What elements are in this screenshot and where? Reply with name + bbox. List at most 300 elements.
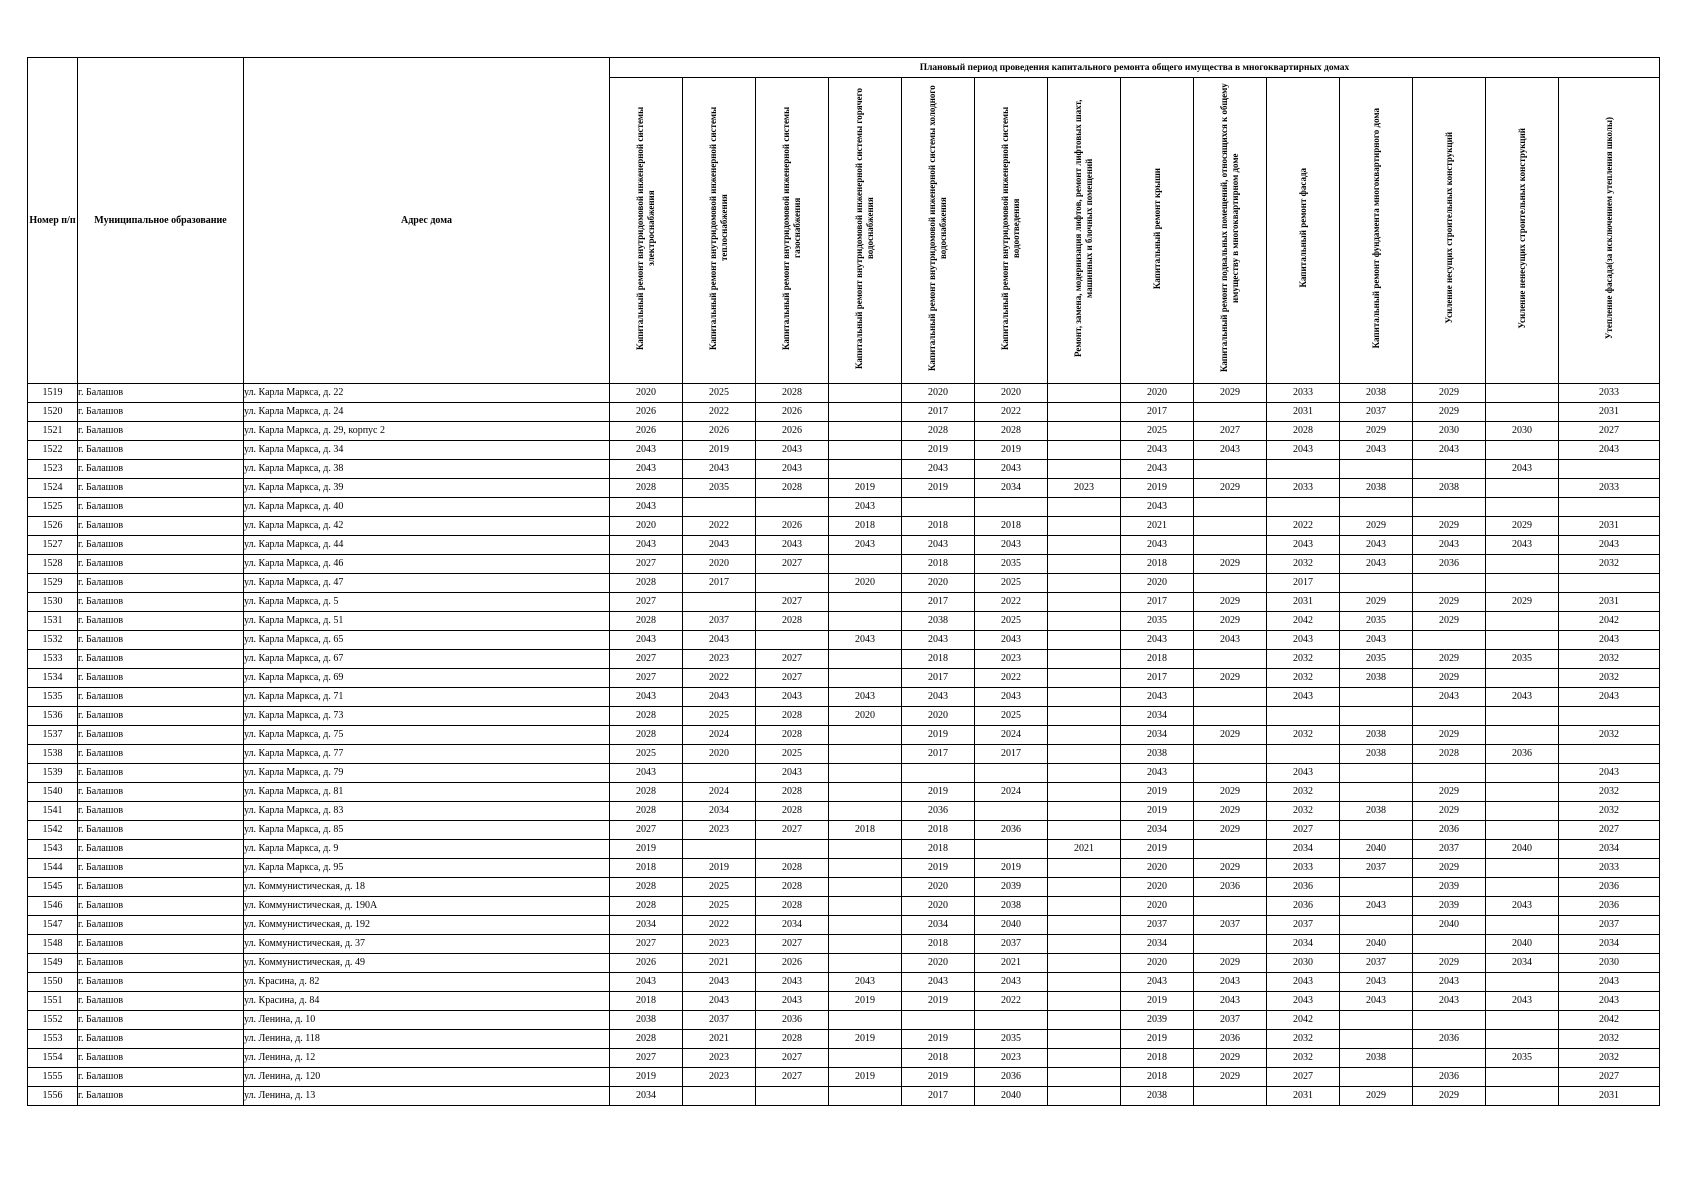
row-number: 1555 (28, 1068, 78, 1087)
row-year-cell: 2026 (756, 517, 829, 536)
row-year-cell: 2043 (1340, 992, 1413, 1011)
row-year-cell: 2029 (1486, 517, 1559, 536)
row-year-cell (1486, 1030, 1559, 1049)
row-year-cell: 2020 (902, 574, 975, 593)
row-year-cell: 2032 (1267, 669, 1340, 688)
row-year-cell: 2035 (975, 1030, 1048, 1049)
row-year-cell: 2036 (1194, 878, 1267, 897)
row-year-cell (829, 1049, 902, 1068)
header-work-type (1121, 78, 1194, 384)
row-year-cell (1048, 1011, 1121, 1030)
row-year-cell: 2029 (1486, 593, 1559, 612)
row-address: ул. Карла Маркса, д. 24 (244, 403, 610, 422)
row-municipality: г. Балашов (78, 574, 244, 593)
row-year-cell (975, 764, 1048, 783)
row-year-cell: 2043 (683, 631, 756, 650)
row-year-cell: 2022 (1267, 517, 1340, 536)
row-year-cell: 2043 (610, 460, 683, 479)
row-year-cell: 2028 (610, 878, 683, 897)
row-number: 1522 (28, 441, 78, 460)
row-address: ул. Карла Маркса, д. 67 (244, 650, 610, 669)
row-year-cell: 2029 (1194, 954, 1267, 973)
row-year-cell: 2035 (1486, 650, 1559, 669)
row-year-cell (1413, 1049, 1486, 1068)
row-municipality: г. Балашов (78, 517, 244, 536)
row-year-cell (1194, 403, 1267, 422)
row-year-cell: 2035 (683, 479, 756, 498)
row-year-cell: 2034 (1267, 935, 1340, 954)
row-year-cell (829, 1011, 902, 1030)
row-number: 1524 (28, 479, 78, 498)
row-year-cell: 2031 (1559, 1087, 1660, 1106)
row-year-cell: 2027 (1559, 1068, 1660, 1087)
row-year-cell (829, 1087, 902, 1106)
row-year-cell (1267, 498, 1340, 517)
row-year-cell (1194, 498, 1267, 517)
row-number: 1523 (28, 460, 78, 479)
row-address: ул. Карла Маркса, д. 95 (244, 859, 610, 878)
row-year-cell (829, 384, 902, 403)
table-row (28, 783, 1660, 802)
row-year-cell: 2028 (610, 897, 683, 916)
table-header (28, 58, 1660, 384)
row-number: 1528 (28, 555, 78, 574)
row-year-cell: 2029 (1340, 1087, 1413, 1106)
row-year-cell: 2022 (683, 916, 756, 935)
row-address: ул. Карла Маркса, д. 75 (244, 726, 610, 745)
row-year-cell (829, 650, 902, 669)
header-work-type-label: Капитальный ремонт внутридомовой инженерной системы газоснабжения (781, 106, 802, 350)
row-year-cell: 2031 (1559, 517, 1660, 536)
row-year-cell: 2018 (1121, 1049, 1194, 1068)
row-address: ул. Коммунистическая, д. 18 (244, 878, 610, 897)
row-year-cell: 2034 (902, 916, 975, 935)
row-year-cell (1194, 935, 1267, 954)
row-year-cell: 2043 (756, 973, 829, 992)
row-year-cell: 2034 (1121, 935, 1194, 954)
row-municipality: г. Балашов (78, 745, 244, 764)
row-municipality: г. Балашов (78, 1068, 244, 1087)
row-year-cell: 2043 (1486, 688, 1559, 707)
row-address: ул. Ленина, д. 118 (244, 1030, 610, 1049)
row-year-cell: 2027 (1559, 422, 1660, 441)
row-year-cell: 2037 (975, 935, 1048, 954)
row-year-cell (1048, 878, 1121, 897)
row-number: 1552 (28, 1011, 78, 1030)
row-year-cell: 2032 (1267, 1049, 1340, 1068)
row-year-cell: 2027 (610, 669, 683, 688)
row-year-cell (683, 498, 756, 517)
row-year-cell: 2040 (1340, 840, 1413, 859)
row-year-cell (829, 593, 902, 612)
row-year-cell: 2043 (1559, 992, 1660, 1011)
row-year-cell (1048, 555, 1121, 574)
row-year-cell (1048, 460, 1121, 479)
header-work-type-label: Капитальный ремонт внутридомовой инженерной системы водоотведения (1000, 106, 1021, 350)
row-year-cell (1048, 1049, 1121, 1068)
row-year-cell: 2032 (1559, 669, 1660, 688)
row-year-cell (1048, 783, 1121, 802)
row-year-cell (1194, 745, 1267, 764)
row-year-cell (1048, 859, 1121, 878)
row-year-cell (1267, 707, 1340, 726)
row-year-cell: 2018 (610, 992, 683, 1011)
row-year-cell: 2028 (756, 479, 829, 498)
row-year-cell (1194, 1087, 1267, 1106)
row-year-cell: 2043 (683, 973, 756, 992)
row-year-cell: 2034 (1559, 840, 1660, 859)
row-year-cell: 2029 (1413, 403, 1486, 422)
row-year-cell: 2043 (610, 536, 683, 555)
row-municipality: г. Балашов (78, 1087, 244, 1106)
header-work-type-label: Ремонт, замена, модернизация лифтов, ремонт лифтовых шахт, машинных и блочных помещений (1073, 99, 1094, 357)
row-year-cell: 2019 (902, 1068, 975, 1087)
row-year-cell: 2019 (975, 859, 1048, 878)
header-work-type (975, 78, 1048, 384)
row-year-cell: 2020 (1121, 574, 1194, 593)
header-work-type (1267, 78, 1340, 384)
header-work-type (756, 78, 829, 384)
row-year-cell: 2037 (683, 1011, 756, 1030)
row-year-cell: 2033 (1267, 859, 1340, 878)
table-row (28, 479, 1660, 498)
row-address: ул. Карла Маркса, д. 39 (244, 479, 610, 498)
header-work-type (829, 78, 902, 384)
row-year-cell: 2038 (1121, 745, 1194, 764)
row-year-cell: 2043 (1340, 536, 1413, 555)
row-year-cell (1486, 384, 1559, 403)
row-year-cell: 2036 (1559, 878, 1660, 897)
header-work-type-label: Капитальный ремонт внутридомовой инженерной системы холодного водоснабжения (927, 85, 948, 372)
row-year-cell: 2036 (975, 821, 1048, 840)
row-year-cell: 2043 (1121, 764, 1194, 783)
row-year-cell: 2034 (1559, 935, 1660, 954)
header-work-type (683, 78, 756, 384)
row-address: ул. Карла Маркса, д. 81 (244, 783, 610, 802)
row-year-cell (829, 802, 902, 821)
row-year-cell: 2018 (902, 650, 975, 669)
row-year-cell (1194, 460, 1267, 479)
row-year-cell: 2028 (756, 707, 829, 726)
row-year-cell: 2032 (1559, 802, 1660, 821)
row-year-cell: 2043 (1267, 536, 1340, 555)
row-year-cell: 2029 (1194, 1068, 1267, 1087)
table-row (28, 555, 1660, 574)
row-year-cell: 2028 (610, 612, 683, 631)
table-row (28, 650, 1660, 669)
row-year-cell: 2027 (756, 669, 829, 688)
row-year-cell: 2043 (1486, 897, 1559, 916)
row-year-cell: 2017 (1121, 669, 1194, 688)
header-work-type (1194, 78, 1267, 384)
row-address: ул. Ленина, д. 10 (244, 1011, 610, 1030)
header-municipality: Муниципальное образование (78, 58, 244, 384)
row-year-cell: 2025 (975, 612, 1048, 631)
row-year-cell: 2032 (1559, 650, 1660, 669)
row-year-cell: 2020 (902, 897, 975, 916)
row-number: 1546 (28, 897, 78, 916)
row-year-cell: 2027 (756, 1049, 829, 1068)
row-year-cell (1486, 859, 1559, 878)
row-year-cell: 2019 (829, 1030, 902, 1049)
row-year-cell (902, 764, 975, 783)
row-year-cell (1048, 631, 1121, 650)
row-year-cell: 2034 (1121, 726, 1194, 745)
row-year-cell: 2036 (1486, 745, 1559, 764)
row-municipality: г. Балашов (78, 916, 244, 935)
row-number: 1549 (28, 954, 78, 973)
table-row (28, 593, 1660, 612)
row-address: ул. Красина, д. 84 (244, 992, 610, 1011)
row-municipality: г. Балашов (78, 384, 244, 403)
row-year-cell: 2020 (1121, 878, 1194, 897)
row-address: ул. Карла Маркса, д. 47 (244, 574, 610, 593)
row-year-cell: 2043 (829, 688, 902, 707)
row-year-cell: 2037 (1194, 1011, 1267, 1030)
row-year-cell: 2043 (610, 631, 683, 650)
row-year-cell (829, 612, 902, 631)
row-year-cell: 2043 (902, 973, 975, 992)
row-year-cell (1559, 574, 1660, 593)
row-year-cell: 2028 (1413, 745, 1486, 764)
row-year-cell: 2043 (1413, 992, 1486, 1011)
header-work-type (902, 78, 975, 384)
row-year-cell: 2023 (683, 650, 756, 669)
row-year-cell: 2021 (683, 954, 756, 973)
row-year-cell: 2017 (902, 669, 975, 688)
row-year-cell: 2043 (829, 631, 902, 650)
row-year-cell (1194, 688, 1267, 707)
row-year-cell: 2043 (1121, 631, 1194, 650)
row-year-cell: 2037 (1121, 916, 1194, 935)
row-year-cell: 2043 (1121, 441, 1194, 460)
row-year-cell (1048, 992, 1121, 1011)
row-year-cell: 2043 (1340, 555, 1413, 574)
row-year-cell: 2035 (1121, 612, 1194, 631)
row-year-cell: 2029 (1194, 726, 1267, 745)
row-year-cell: 2038 (1340, 384, 1413, 403)
row-municipality: г. Балашов (78, 897, 244, 916)
row-year-cell (829, 460, 902, 479)
row-year-cell (1486, 498, 1559, 517)
row-year-cell: 2019 (902, 783, 975, 802)
row-municipality: г. Балашов (78, 783, 244, 802)
table-row (28, 992, 1660, 1011)
row-year-cell: 2038 (1340, 1049, 1413, 1068)
repair-schedule-table (27, 57, 1660, 1106)
row-year-cell (1340, 460, 1413, 479)
row-year-cell: 2037 (1559, 916, 1660, 935)
row-number: 1527 (28, 536, 78, 555)
row-address: ул. Карла Маркса, д. 69 (244, 669, 610, 688)
row-year-cell: 2032 (1267, 802, 1340, 821)
row-year-cell: 2026 (610, 403, 683, 422)
row-year-cell: 2022 (975, 992, 1048, 1011)
row-year-cell: 2043 (610, 498, 683, 517)
row-municipality: г. Балашов (78, 764, 244, 783)
table-row (28, 498, 1660, 517)
row-year-cell (1559, 707, 1660, 726)
table-row (28, 612, 1660, 631)
row-year-cell (1194, 517, 1267, 536)
row-year-cell: 2043 (975, 688, 1048, 707)
row-year-cell: 2028 (756, 783, 829, 802)
row-year-cell: 2017 (1267, 574, 1340, 593)
row-year-cell: 2043 (902, 631, 975, 650)
row-year-cell: 2043 (1559, 688, 1660, 707)
row-year-cell: 2025 (1121, 422, 1194, 441)
row-year-cell (1340, 878, 1413, 897)
row-year-cell: 2020 (610, 384, 683, 403)
row-year-cell: 2037 (1194, 916, 1267, 935)
row-year-cell (1194, 707, 1267, 726)
row-year-cell (1486, 1087, 1559, 1106)
row-year-cell: 2020 (683, 555, 756, 574)
row-year-cell (1340, 688, 1413, 707)
header-group-title: Плановый период проведения капитального ремонта общего имущества в многоквартирных домах (610, 58, 1660, 78)
row-year-cell: 2043 (902, 460, 975, 479)
row-year-cell (1559, 498, 1660, 517)
row-municipality: г. Балашов (78, 441, 244, 460)
row-year-cell (829, 745, 902, 764)
row-year-cell: 2043 (1194, 992, 1267, 1011)
row-year-cell: 2018 (902, 555, 975, 574)
row-year-cell: 2029 (1194, 1049, 1267, 1068)
row-year-cell: 2023 (975, 1049, 1048, 1068)
row-year-cell: 2020 (610, 517, 683, 536)
row-address: ул. Коммунистическая, д. 192 (244, 916, 610, 935)
row-year-cell: 2020 (829, 707, 902, 726)
row-number: 1520 (28, 403, 78, 422)
row-year-cell (1340, 1011, 1413, 1030)
row-number: 1543 (28, 840, 78, 859)
row-year-cell: 2039 (1413, 897, 1486, 916)
row-year-cell: 2038 (1413, 479, 1486, 498)
row-year-cell: 2023 (683, 1049, 756, 1068)
row-year-cell: 2036 (1559, 897, 1660, 916)
row-year-cell: 2029 (1413, 726, 1486, 745)
header-work-type-label: Капитальный ремонт крыши (1151, 167, 1162, 289)
row-municipality: г. Балашов (78, 555, 244, 574)
row-address: ул. Карла Маркса, д. 51 (244, 612, 610, 631)
row-year-cell (1048, 669, 1121, 688)
table-row (28, 1087, 1660, 1106)
row-year-cell (1486, 574, 1559, 593)
row-year-cell: 2019 (902, 479, 975, 498)
row-year-cell: 2019 (829, 992, 902, 1011)
row-municipality: г. Балашов (78, 954, 244, 973)
row-year-cell: 2043 (1413, 688, 1486, 707)
row-address: ул. Карла Маркса, д. 73 (244, 707, 610, 726)
header-work-type-label: Капитальный ремонт внутридомовой инженерной системы теплоснабжения (708, 106, 729, 350)
row-year-cell: 2027 (610, 593, 683, 612)
table-row (28, 384, 1660, 403)
row-number: 1536 (28, 707, 78, 726)
row-year-cell: 2026 (610, 954, 683, 973)
row-year-cell: 2022 (683, 669, 756, 688)
row-year-cell: 2031 (1559, 593, 1660, 612)
row-year-cell (756, 840, 829, 859)
row-year-cell: 2017 (683, 574, 756, 593)
table-row (28, 821, 1660, 840)
row-year-cell (1486, 821, 1559, 840)
row-year-cell: 2043 (1559, 764, 1660, 783)
row-year-cell: 2043 (1559, 631, 1660, 650)
row-municipality: г. Балашов (78, 1011, 244, 1030)
row-year-cell: 2031 (1267, 1087, 1340, 1106)
table-row (28, 1068, 1660, 1087)
row-year-cell: 2043 (610, 688, 683, 707)
row-year-cell: 2040 (975, 916, 1048, 935)
header-work-type (1340, 78, 1413, 384)
row-year-cell (1048, 821, 1121, 840)
row-year-cell (683, 1087, 756, 1106)
row-year-cell: 2028 (975, 422, 1048, 441)
row-year-cell: 2019 (1121, 479, 1194, 498)
row-year-cell: 2033 (1267, 479, 1340, 498)
row-year-cell: 2043 (1486, 992, 1559, 1011)
row-year-cell: 2019 (1121, 802, 1194, 821)
row-year-cell (1413, 574, 1486, 593)
row-year-cell: 2021 (1048, 840, 1121, 859)
row-year-cell (1486, 1011, 1559, 1030)
row-address: ул. Карла Маркса, д. 46 (244, 555, 610, 574)
row-year-cell: 2027 (1194, 422, 1267, 441)
row-year-cell: 2028 (756, 726, 829, 745)
table-row (28, 707, 1660, 726)
row-number: 1547 (28, 916, 78, 935)
row-year-cell: 2038 (1340, 802, 1413, 821)
row-year-cell: 2028 (610, 479, 683, 498)
row-municipality: г. Балашов (78, 593, 244, 612)
row-year-cell (756, 574, 829, 593)
row-year-cell: 2043 (683, 460, 756, 479)
row-year-cell: 2027 (1267, 821, 1340, 840)
table-body (28, 384, 1660, 1106)
row-year-cell: 2038 (975, 897, 1048, 916)
row-year-cell: 2043 (975, 460, 1048, 479)
row-year-cell (1486, 631, 1559, 650)
table-row (28, 1049, 1660, 1068)
header-work-type (1486, 78, 1559, 384)
header-work-type-label: Утепление фасада(за исключением утепления школы) (1603, 117, 1614, 340)
row-municipality: г. Балашов (78, 821, 244, 840)
row-year-cell (1048, 935, 1121, 954)
row-year-cell: 2043 (683, 688, 756, 707)
row-year-cell: 2025 (975, 707, 1048, 726)
row-number: 1538 (28, 745, 78, 764)
row-year-cell (1340, 783, 1413, 802)
row-year-cell: 2028 (756, 859, 829, 878)
row-municipality: г. Балашов (78, 707, 244, 726)
row-year-cell (829, 878, 902, 897)
row-year-cell: 2042 (1267, 1011, 1340, 1030)
row-year-cell: 2036 (1194, 1030, 1267, 1049)
row-year-cell: 2043 (1121, 688, 1194, 707)
row-address: ул. Красина, д. 82 (244, 973, 610, 992)
row-year-cell: 2043 (1340, 973, 1413, 992)
row-year-cell: 2017 (902, 593, 975, 612)
row-year-cell: 2022 (683, 403, 756, 422)
row-year-cell (756, 631, 829, 650)
row-year-cell: 2029 (1340, 517, 1413, 536)
row-year-cell: 2043 (1194, 631, 1267, 650)
table-row (28, 726, 1660, 745)
row-year-cell (1486, 555, 1559, 574)
row-year-cell (1340, 916, 1413, 935)
row-year-cell: 2043 (829, 498, 902, 517)
row-address: ул. Карла Маркса, д. 40 (244, 498, 610, 517)
